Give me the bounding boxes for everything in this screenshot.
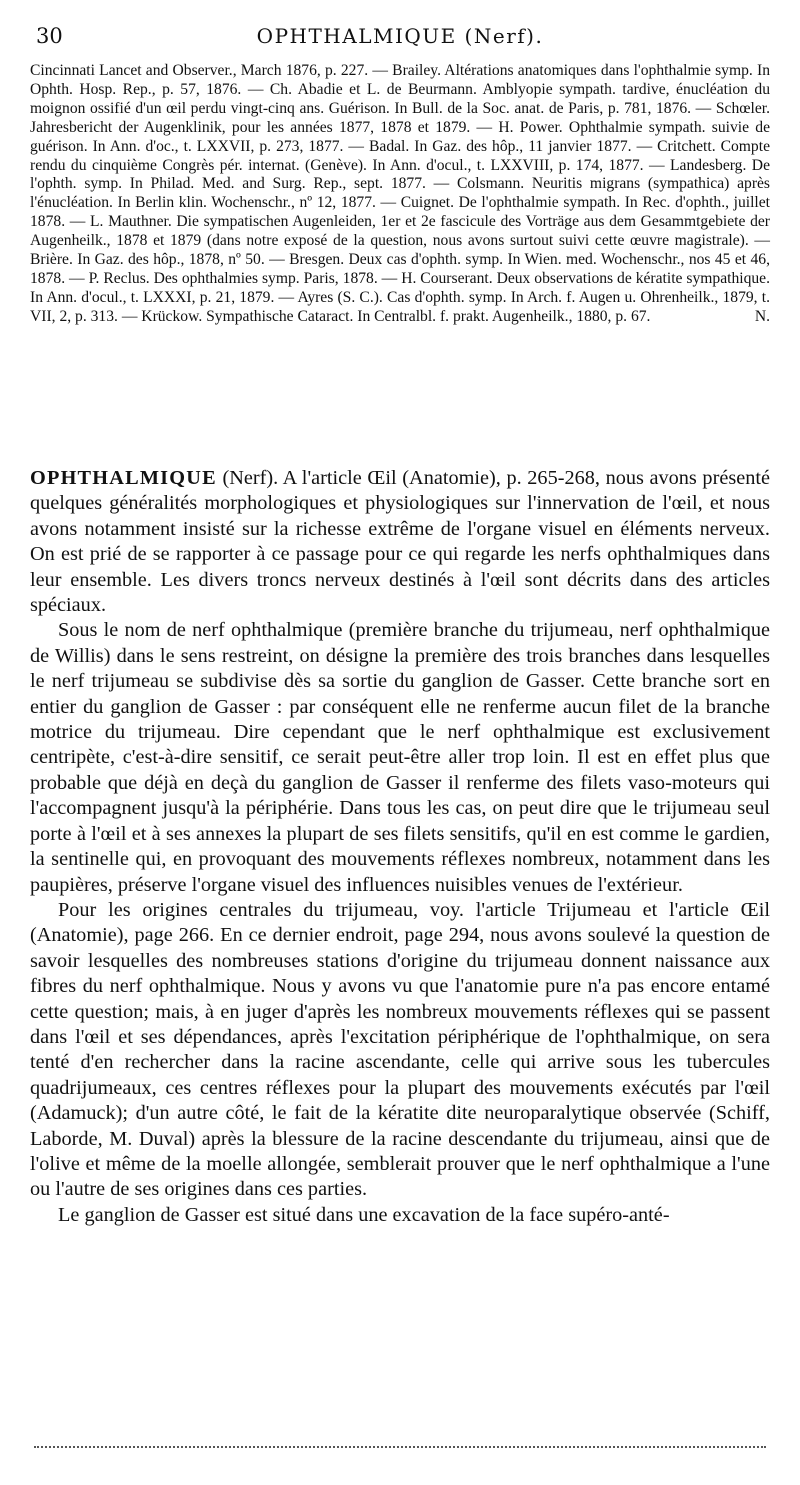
author-signature: N.	[754, 307, 770, 325]
page-number: 30	[36, 24, 63, 48]
article-paragraph: Le ganglion de Gasser est situé dans une excavation de la face supéro-anté-	[58, 1203, 670, 1226]
article-heading: OPHTHALMIQUE	[30, 467, 217, 489]
bibliography-text: Cincinnati Lancet and Observer., March 1876, p. 227. — Brailey. Altérations anatomiques dans l'ophthalmie symp. In Ophth. Hosp. Rep., p. 57, 1876. — Ch. Abadie et L. de Beurmann. Amblyopie sympath. tardive, énucléation du moignon ossifié d'un œil perdu vingt-cinq ans. Guérison. In Bull. de la Soc. anat. de Paris, p. 781, 1876. — Schœler. Jahresbericht der Augenklinik, pour les années 1877, 1878 et 1879. — H. Power. Ophthalmie sympath. suivie de guérison. In Ann. d'oc., t. LXXVII, p. 273, 1877. — Badal. In Gaz. des hôp., 11 janvier 1877. — Critchett. Compte rendu du cinquième Congrès pér. internat. (Genève). In Ann. d'ocul., t. LXXVIII, p. 174, 1877. — Landesberg. De l'ophth. symp. In Philad. Med. and Surg. Rep., sept. 1877. — Colsmann. Neuritis migrans (sympathica) après l'énucléation. In Berlin klin. Wochenschr., nº 12, 1877. — Cuignet. De l'ophthalmie sympath. In Rec. d'ophth., juillet 1878. — L. Mauthner. Die sympatischen Augenleiden, 1er et 2e fascicule des Vorträge aus dem Gesammtgebiete der Augenheilk., 1878 et 1879 (dans notre exposé de la question, nous avons surtout suivi cette œuvre magistrale). — Brière. In Gaz. des hôp., 1878, nº 50. — Bresgen. Deux cas d'ophth. symp. In Wien. med. Wochenschr., nos 45 et 46, 1878. — P. Reclus. Des ophthalmies symp. Paris, 1878. — H. Courserant. Deux observations de kératite sympathique. In Ann. d'ocul., t. LXXXI, p. 21, 1879. — Ayres (S. C.). Cas d'ophth. symp. In Arch. f. Augen u. Ohrenheilk., 1879, t. VII, 2, p. 313. — Krückow. Sympathische Cataract. In Centralbl. f. prakt. Augenheilk., 1880, p. 67.	[30, 62, 770, 325]
running-title: OPHTHALMIQUE (Nerf).	[256, 24, 544, 48]
article-body	[30, 466, 770, 1228]
article-paragraph: Pour les origines centrales du trijumeau, voy. l'article Trijumeau et l'article Œil (Anatomie), page 266. En ce dernier endroit, page 294, nous avons soulevé la question de savoir lesquelles des nombreuses stations d'origine du trijumeau donnent naissance aux fibres du nerf ophthalmique. Nous y avons vu que l'anatomie pure n'a pas encore entamé cette question; mais, à en juger d'après les nombreux mouvements réflexes qui se passent dans l'œil et ses dépendances, après l'excitation périphérique de l'ophthalmique, on sera tenté d'en rechercher dans la racine ascendante, celle qui arrive sous les tubercules quadrijumeaux, ces centres réflexes pour la plupart des mouvements exécutés par l'œil (Adamuck); d'un autre côté, le fait de la kératite dite neuroparalytique observée (Schiff, Laborde, M. Duval) après la blessure de la racine descendante du trijumeau, ainsi que de l'olive et même de la moelle allongée, semblerait prouver que le nerf ophthalmique a l'une ou l'autre de ses origines dans ces parties.	[30, 898, 770, 1201]
footer-divider	[34, 1446, 766, 1448]
article-paragraph	[30, 466, 770, 618]
article-paragraph: Sous le nom de nerf ophthalmique (première branche du trijumeau, nerf ophthalmique de Willis) dans le sens restreint, on désigne la première des trois branches dans lesquelles le nerf trijumeau se subdivise dès sa sortie du ganglion de Gasser. Cette branche sort en entier du ganglion de Gasser : par conséquent elle ne renferme aucun filet de la branche motrice du trijumeau. Dire cependant que le nerf ophthalmique est exclusivement centripète, c'est-à-dire sensitif, ce serait peut-être aller trop loin. Il est en effet plus que probable que déjà en deçà du ganglion de Gasser il renferme des filets vaso-moteurs qui l'accompagnent jusqu'à la périphérie. Dans tous les cas, on peut dire que le trijumeau seul porte à l'œil et à ses annexes la plupart de ses filets sensitifs, qu'il en est comme le gardien, la sentinelle qui, en provoquant des mouvements réflexes nombreux, notamment dans les paupières, préserve l'organe visuel des influences nuisibles venues de l'extérieur.	[30, 619, 770, 896]
paragraph-text: (Nerf). A l'article Œil (Anatomie), p. 265-268, nous avons présenté quelques généralités morphologiques et physiologiques sur l'innervation de l'œil, et nous avons notamment insisté sur la richesse extrême de l'organe visuel en éléments nerveux. On est prié de se rapporter à ce passage pour ce qui regarde les nerfs ophthalmiques dans leur ensemble. Les divers troncs nerveux destinés à l'œil sont décrits dans des articles spéciaux.	[30, 467, 770, 617]
page-header	[36, 24, 764, 58]
bibliography-block	[30, 62, 770, 327]
